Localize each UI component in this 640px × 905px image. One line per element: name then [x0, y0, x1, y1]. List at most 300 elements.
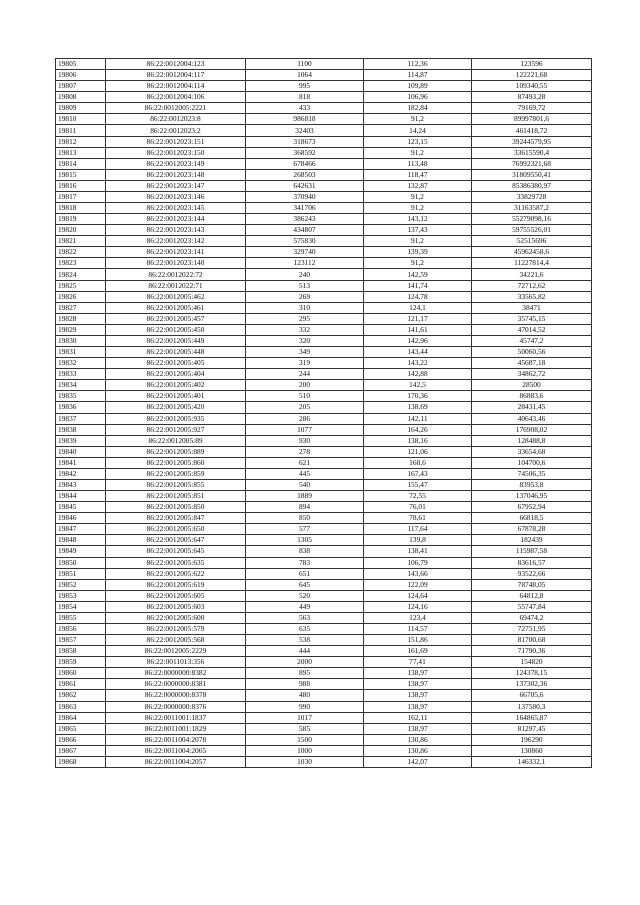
table-row	[56, 513, 592, 524]
cadastral-number-cell: 86:22:0012005:605	[106, 590, 246, 601]
area-cell: 445	[246, 468, 364, 479]
table-row	[56, 180, 592, 191]
area-cell: 563	[246, 612, 364, 623]
area-cell: 318673	[246, 136, 364, 147]
row-number-cell: 19833	[56, 369, 106, 380]
cadastral-number-cell: 86:22:0012005:650	[106, 524, 246, 535]
table-row	[56, 369, 592, 380]
cadastral-number-cell: 86:22:0012005:420	[106, 402, 246, 413]
total-value-cell: 45687,18	[472, 358, 592, 369]
area-cell: 585	[246, 723, 364, 734]
cadastral-number-cell: 86:22:0011013:356	[106, 657, 246, 668]
area-cell: 995	[246, 81, 364, 92]
table-row	[56, 125, 592, 136]
table-row	[56, 225, 592, 236]
cadastral-value-table	[55, 58, 592, 768]
total-value-cell: 38471	[472, 302, 592, 313]
total-value-cell: 461418,72	[472, 125, 592, 136]
table-row	[56, 612, 592, 623]
area-cell: 540	[246, 479, 364, 490]
unit-price-cell: 78,61	[364, 513, 472, 524]
cadastral-number-cell: 86:22:0012023:149	[106, 158, 246, 169]
total-value-cell: 86883,6	[472, 391, 592, 402]
total-value-cell: 76992321,68	[472, 158, 592, 169]
area-cell: 349	[246, 347, 364, 358]
table-row	[56, 114, 592, 125]
row-number-cell: 19859	[56, 657, 106, 668]
table-row	[56, 502, 592, 513]
row-number-cell: 19808	[56, 92, 106, 103]
total-value-cell: 40643,46	[472, 413, 592, 424]
unit-price-cell: 124,1	[364, 302, 472, 313]
unit-price-cell: 121,06	[364, 446, 472, 457]
row-number-cell: 19831	[56, 347, 106, 358]
unit-price-cell: 114,57	[364, 623, 472, 634]
row-number-cell: 19817	[56, 191, 106, 202]
total-value-cell: 59755526,01	[472, 225, 592, 236]
row-number-cell: 19832	[56, 358, 106, 369]
unit-price-cell: 141,61	[364, 324, 472, 335]
unit-price-cell: 168,6	[364, 457, 472, 468]
unit-price-cell: 76,01	[364, 502, 472, 513]
unit-price-cell: 91,2	[364, 191, 472, 202]
cadastral-number-cell: 86:22:0012023:146	[106, 191, 246, 202]
unit-price-cell: 164,26	[364, 424, 472, 435]
row-number-cell: 19863	[56, 701, 106, 712]
cadastral-number-cell: 86:22:0012005:461	[106, 302, 246, 313]
area-cell: 310	[246, 302, 364, 313]
total-value-cell: 137302,36	[472, 679, 592, 690]
unit-price-cell: 124,16	[364, 601, 472, 612]
total-value-cell: 47014,52	[472, 324, 592, 335]
unit-price-cell: 137,43	[364, 225, 472, 236]
cadastral-number-cell: 86:22:0012023:150	[106, 147, 246, 158]
row-number-cell: 19848	[56, 535, 106, 546]
cadastral-number-cell: 86:22:0012005:450	[106, 324, 246, 335]
unit-price-cell: 138,97	[364, 723, 472, 734]
unit-price-cell: 91,2	[364, 114, 472, 125]
area-cell: 449	[246, 601, 364, 612]
table-row	[56, 70, 592, 81]
row-number-cell: 19866	[56, 734, 106, 745]
area-cell: 986818	[246, 114, 364, 125]
row-number-cell: 19864	[56, 712, 106, 723]
area-cell: 894	[246, 502, 364, 513]
row-number-cell: 19818	[56, 203, 106, 214]
cadastral-number-cell: 86:22:0012004:123	[106, 59, 246, 70]
unit-price-cell: 72,55	[364, 491, 472, 502]
cadastral-number-cell: 86:22:0012005:404	[106, 369, 246, 380]
table-row	[56, 81, 592, 92]
row-number-cell: 19805	[56, 59, 106, 70]
cadastral-number-cell: 86:22:0012005:579	[106, 623, 246, 634]
table-row	[56, 723, 592, 734]
cadastral-number-cell: 86:22:0012005:462	[106, 291, 246, 302]
cadastral-number-cell: 86:22:0012005:889	[106, 446, 246, 457]
total-value-cell: 55747,84	[472, 601, 592, 612]
row-number-cell: 19806	[56, 70, 106, 81]
area-cell: 678466	[246, 158, 364, 169]
table-row	[56, 435, 592, 446]
total-value-cell: 67878,28	[472, 524, 592, 535]
cadastral-number-cell: 86:22:0012005:405	[106, 358, 246, 369]
cadastral-number-cell: 86:22:0012005:457	[106, 313, 246, 324]
table-row	[56, 103, 592, 114]
unit-price-cell: 114,87	[364, 70, 472, 81]
area-cell: 818	[246, 92, 364, 103]
table-row	[56, 269, 592, 280]
cadastral-number-cell: 86:22:0012023:2	[106, 125, 246, 136]
table-row	[56, 557, 592, 568]
total-value-cell: 35745,15	[472, 313, 592, 324]
total-value-cell: 34862,72	[472, 369, 592, 380]
total-value-cell: 52515696	[472, 236, 592, 247]
cadastral-number-cell: 86:22:0012005:619	[106, 579, 246, 590]
total-value-cell: 72751,95	[472, 623, 592, 634]
unit-price-cell: 142,59	[364, 269, 472, 280]
area-cell: 1077	[246, 424, 364, 435]
table-row	[56, 247, 592, 258]
total-value-cell: 146332,1	[472, 756, 592, 767]
row-number-cell: 19834	[56, 380, 106, 391]
area-cell: 1305	[246, 535, 364, 546]
total-value-cell: 34221,6	[472, 269, 592, 280]
unit-price-cell: 143,22	[364, 358, 472, 369]
table-row	[56, 657, 592, 668]
total-value-cell: 83616,57	[472, 557, 592, 568]
area-cell: 838	[246, 546, 364, 557]
table-row	[56, 701, 592, 712]
row-number-cell: 19843	[56, 479, 106, 490]
row-number-cell: 19861	[56, 679, 106, 690]
total-value-cell: 28500	[472, 380, 592, 391]
total-value-cell: 87493,28	[472, 92, 592, 103]
unit-price-cell: 106,96	[364, 92, 472, 103]
cadastral-number-cell: 86:22:0012005:2221	[106, 103, 246, 114]
cadastral-number-cell: 86:22:0012005:402	[106, 380, 246, 391]
area-cell: 286	[246, 413, 364, 424]
row-number-cell: 19838	[56, 424, 106, 435]
total-value-cell: 130860	[472, 745, 592, 756]
cadastral-number-cell: 86:22:0012005:847	[106, 513, 246, 524]
unit-price-cell: 161,69	[364, 646, 472, 657]
total-value-cell: 137046,95	[472, 491, 592, 502]
cadastral-number-cell: 86:22:0012023:145	[106, 203, 246, 214]
table-row	[56, 646, 592, 657]
cadastral-number-cell: 86:22:0012004:114	[106, 81, 246, 92]
total-value-cell: 137580,3	[472, 701, 592, 712]
unit-price-cell: 138,97	[364, 690, 472, 701]
row-number-cell: 19840	[56, 446, 106, 457]
unit-price-cell: 113,48	[364, 158, 472, 169]
unit-price-cell: 77,41	[364, 657, 472, 668]
row-number-cell: 19810	[56, 114, 106, 125]
unit-price-cell: 130,86	[364, 745, 472, 756]
cadastral-number-cell: 86:22:0012022:71	[106, 280, 246, 291]
area-cell: 642631	[246, 180, 364, 191]
unit-price-cell: 151,86	[364, 635, 472, 646]
area-cell: 930	[246, 435, 364, 446]
row-number-cell: 19844	[56, 491, 106, 502]
cadastral-number-cell: 86:22:0012005:850	[106, 502, 246, 513]
row-number-cell: 19828	[56, 313, 106, 324]
cadastral-number-cell: 86:22:0012023:148	[106, 169, 246, 180]
total-value-cell: 28431,45	[472, 402, 592, 413]
total-value-cell: 45962458,6	[472, 247, 592, 258]
total-value-cell: 196290	[472, 734, 592, 745]
cadastral-number-cell: 86:22:0012005:859	[106, 468, 246, 479]
cadastral-number-cell: 86:22:0012023:143	[106, 225, 246, 236]
total-value-cell: 74506,35	[472, 468, 592, 479]
table-row	[56, 712, 592, 723]
cadastral-number-cell: 86:22:0000000:8382	[106, 668, 246, 679]
total-value-cell: 33829728	[472, 191, 592, 202]
cadastral-number-cell: 86:22:0012023:142	[106, 236, 246, 247]
row-number-cell: 19825	[56, 280, 106, 291]
area-cell: 651	[246, 568, 364, 579]
table-row	[56, 380, 592, 391]
table-row	[56, 479, 592, 490]
total-value-cell: 55279098,16	[472, 214, 592, 225]
row-number-cell: 19807	[56, 81, 106, 92]
unit-price-cell: 142,96	[364, 335, 472, 346]
row-number-cell: 19849	[56, 546, 106, 557]
table-row	[56, 491, 592, 502]
cadastral-number-cell: 86:22:0012004:106	[106, 92, 246, 103]
total-value-cell: 78748,05	[472, 579, 592, 590]
total-value-cell: 79169,72	[472, 103, 592, 114]
table-row	[56, 590, 592, 601]
unit-price-cell: 138,97	[364, 668, 472, 679]
area-cell: 1030	[246, 756, 364, 767]
row-number-cell: 19867	[56, 745, 106, 756]
unit-price-cell: 142,11	[364, 413, 472, 424]
table-row	[56, 579, 592, 590]
table-row	[56, 524, 592, 535]
row-number-cell: 19826	[56, 291, 106, 302]
cadastral-number-cell: 86:22:0000000:8381	[106, 679, 246, 690]
table-row	[56, 324, 592, 335]
row-number-cell: 19822	[56, 247, 106, 258]
unit-price-cell: 138,41	[364, 546, 472, 557]
area-cell: 368592	[246, 147, 364, 158]
unit-price-cell: 142,88	[364, 369, 472, 380]
area-cell: 1017	[246, 712, 364, 723]
cadastral-number-cell: 86:22:0012022:72	[106, 269, 246, 280]
area-cell: 988	[246, 679, 364, 690]
area-cell: 480	[246, 690, 364, 701]
unit-price-cell: 162,11	[364, 712, 472, 723]
row-number-cell: 19855	[56, 612, 106, 623]
area-cell: 341706	[246, 203, 364, 214]
total-value-cell: 66818,5	[472, 513, 592, 524]
unit-price-cell: 118,47	[364, 169, 472, 180]
unit-price-cell: 155,47	[364, 479, 472, 490]
area-cell: 269	[246, 291, 364, 302]
row-number-cell: 19845	[56, 502, 106, 513]
total-value-cell: 104700,6	[472, 457, 592, 468]
area-cell: 32403	[246, 125, 364, 136]
cadastral-number-cell: 86:22:0012005:448	[106, 347, 246, 358]
area-cell: 320	[246, 335, 364, 346]
row-number-cell: 19851	[56, 568, 106, 579]
row-number-cell: 19847	[56, 524, 106, 535]
unit-price-cell: 143,66	[364, 568, 472, 579]
table-row	[56, 203, 592, 214]
unit-price-cell: 123,4	[364, 612, 472, 623]
row-number-cell: 19823	[56, 258, 106, 269]
area-cell: 990	[246, 701, 364, 712]
table-row	[56, 424, 592, 435]
unit-price-cell: 170,36	[364, 391, 472, 402]
area-cell: 434807	[246, 225, 364, 236]
total-value-cell: 31809550,41	[472, 169, 592, 180]
area-cell: 444	[246, 646, 364, 657]
table-row	[56, 756, 592, 767]
cadastral-number-cell: 86:22:0012023:140	[106, 258, 246, 269]
cadastral-number-cell: 86:22:0012023:144	[106, 214, 246, 225]
unit-price-cell: 142,5	[364, 380, 472, 391]
row-number-cell: 19853	[56, 590, 106, 601]
total-value-cell: 33654,68	[472, 446, 592, 457]
total-value-cell: 123596	[472, 59, 592, 70]
row-number-cell: 19820	[56, 225, 106, 236]
unit-price-cell: 124,78	[364, 291, 472, 302]
area-cell: 123112	[246, 258, 364, 269]
table-row	[56, 59, 592, 70]
row-number-cell: 19868	[56, 756, 106, 767]
row-number-cell: 19842	[56, 468, 106, 479]
table-row	[56, 335, 592, 346]
cadastral-number-cell: 86:22:0012005:647	[106, 535, 246, 546]
table-row	[56, 601, 592, 612]
cadastral-number-cell: 86:22:0012005:603	[106, 601, 246, 612]
unit-price-cell: 132,87	[364, 180, 472, 191]
area-cell: 850	[246, 513, 364, 524]
unit-price-cell: 130,86	[364, 734, 472, 745]
area-cell: 575830	[246, 236, 364, 247]
row-number-cell: 19814	[56, 158, 106, 169]
row-number-cell: 19841	[56, 457, 106, 468]
total-value-cell: 31163587,2	[472, 203, 592, 214]
area-cell: 635	[246, 623, 364, 634]
unit-price-cell: 138,97	[364, 679, 472, 690]
table-row	[56, 623, 592, 634]
unit-price-cell: 182,84	[364, 103, 472, 114]
row-number-cell: 19835	[56, 391, 106, 402]
table-row	[56, 745, 592, 756]
area-cell: 200	[246, 380, 364, 391]
table-row	[56, 568, 592, 579]
cadastral-number-cell: 86:22:0012005:645	[106, 546, 246, 557]
row-number-cell: 19813	[56, 147, 106, 158]
row-number-cell: 19811	[56, 125, 106, 136]
table-row	[56, 291, 592, 302]
table-row	[56, 191, 592, 202]
area-cell: 645	[246, 579, 364, 590]
cadastral-number-cell: 86:22:0000000:8378	[106, 690, 246, 701]
row-number-cell: 19829	[56, 324, 106, 335]
total-value-cell: 89997801,6	[472, 114, 592, 125]
unit-price-cell: 143,44	[364, 347, 472, 358]
cadastral-number-cell: 86:22:0012005:568	[106, 635, 246, 646]
table-row	[56, 302, 592, 313]
row-number-cell: 19846	[56, 513, 106, 524]
cadastral-number-cell: 86:22:0012005:622	[106, 568, 246, 579]
unit-price-cell: 123,15	[364, 136, 472, 147]
area-cell: 538	[246, 635, 364, 646]
total-value-cell: 176908,02	[472, 424, 592, 435]
total-value-cell: 128488,8	[472, 435, 592, 446]
cadastral-number-cell: 86:22:0011004:2057	[106, 756, 246, 767]
table-row	[56, 413, 592, 424]
total-value-cell: 69474,2	[472, 612, 592, 623]
cadastral-number-cell: 86:22:0012005:600	[106, 612, 246, 623]
total-value-cell: 81297,45	[472, 723, 592, 734]
unit-price-cell: 91,2	[364, 203, 472, 214]
cadastral-number-cell: 86:22:0012005:449	[106, 335, 246, 346]
area-cell: 1064	[246, 70, 364, 81]
row-number-cell: 19857	[56, 635, 106, 646]
cadastral-number-cell: 86:22:0011001:1837	[106, 712, 246, 723]
row-number-cell: 19816	[56, 180, 106, 191]
area-cell: 370940	[246, 191, 364, 202]
table-row	[56, 690, 592, 701]
area-cell: 1000	[246, 745, 364, 756]
table-row	[56, 535, 592, 546]
table-row	[56, 679, 592, 690]
cadastral-number-cell: 86:22:0012005:860	[106, 457, 246, 468]
total-value-cell: 164865,87	[472, 712, 592, 723]
table-row	[56, 169, 592, 180]
area-cell: 295	[246, 313, 364, 324]
unit-price-cell: 124,64	[364, 590, 472, 601]
unit-price-cell: 106,79	[364, 557, 472, 568]
cadastral-number-cell: 86:22:0000000:8376	[106, 701, 246, 712]
row-number-cell: 19824	[56, 269, 106, 280]
unit-price-cell: 167,43	[364, 468, 472, 479]
unit-price-cell: 142,07	[364, 756, 472, 767]
cadastral-number-cell: 86:22:0012005:2229	[106, 646, 246, 657]
area-cell: 433	[246, 103, 364, 114]
area-cell: 783	[246, 557, 364, 568]
area-cell: 240	[246, 269, 364, 280]
unit-price-cell: 138,69	[364, 402, 472, 413]
row-number-cell: 19854	[56, 601, 106, 612]
table-row	[56, 147, 592, 158]
total-value-cell: 83953,8	[472, 479, 592, 490]
cadastral-number-cell: 86:22:0012023:8	[106, 114, 246, 125]
area-cell: 278	[246, 446, 364, 457]
table-row	[56, 668, 592, 679]
total-value-cell: 72712,62	[472, 280, 592, 291]
row-number-cell: 19839	[56, 435, 106, 446]
cadastral-number-cell: 86:22:0012005:855	[106, 479, 246, 490]
table-row	[56, 402, 592, 413]
total-value-cell: 33615590,4	[472, 147, 592, 158]
total-value-cell: 39244579,95	[472, 136, 592, 147]
area-cell: 2000	[246, 657, 364, 668]
unit-price-cell: 121,17	[364, 313, 472, 324]
row-number-cell: 19856	[56, 623, 106, 634]
row-number-cell: 19827	[56, 302, 106, 313]
cadastral-number-cell: 86:22:0012005:635	[106, 557, 246, 568]
total-value-cell: 45747,2	[472, 335, 592, 346]
unit-price-cell: 91,2	[364, 147, 472, 158]
unit-price-cell: 138,97	[364, 701, 472, 712]
total-value-cell: 93522,66	[472, 568, 592, 579]
area-cell: 332	[246, 324, 364, 335]
